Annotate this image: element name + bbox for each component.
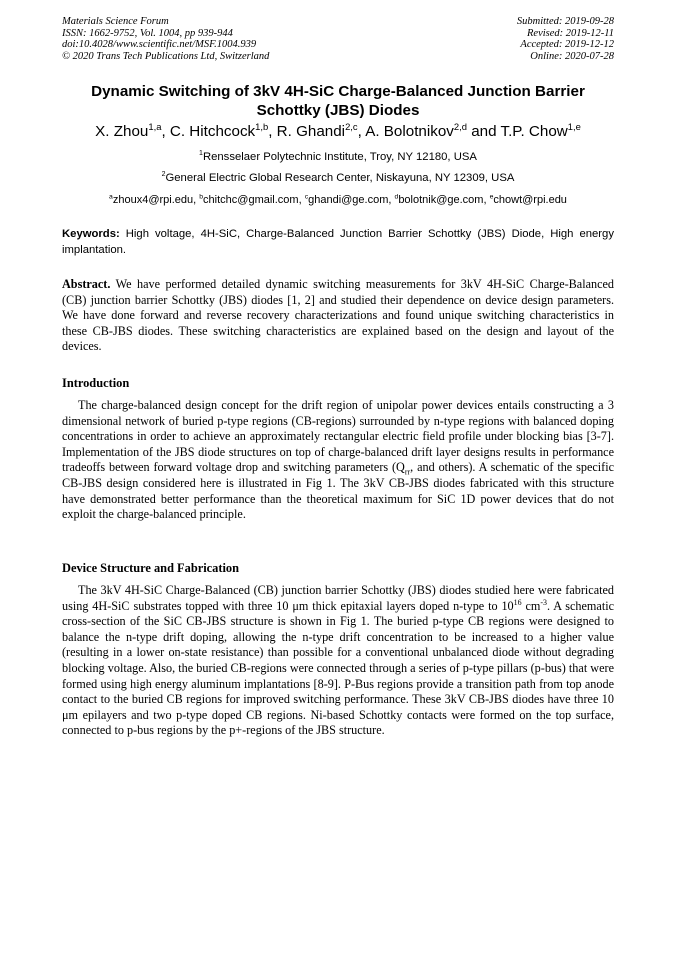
abstract-text: We have performed detailed dynamic switching measurements for 3kV 4H-SiC Charge-Balanced (CB) junction barrier Schottky (JBS) diodes [1, 2] and studied their dependence on device design parameters. We have done forward and reverse recovery characterizations and found unique switching characteristics in these CB-JBS diodes. These switching characteristics are explained based on the design and layout of the devices. [62,277,615,354]
doping-exponent: 16 [513,597,522,607]
keywords-block [62,227,614,258]
author-affiliation-mark: 1,b [255,120,269,132]
keywords-label: Keywords: [62,228,120,240]
author-separator: and [466,123,501,140]
revised-date: Revised: 2019-12-11 [527,27,614,39]
affiliation-mark: 1 [199,150,203,158]
device-paragraph-rest: . A schematic cross-section of the SiC CB-JBS structure is shown in Fig 1. The buried p-type CB regions were designed to balance the n-type drift doping, allowing the n-type drift concentration to be increased to a higher value (resulting in a lower on-state resistance) than possible for a conventional unbalanced diode without degrading blocking voltage. Also, the buried CB-regions were connected through a series of p-type pillars (p-bus) that were formed using high energy aluminum implantations [8-9]. P-Bus regions provide a transition path from top anode contact to the buried CB regions for improved switching performance. These 3kV CB-JBS diodes have three 10 μm epilayers and two p-type doped CB regions. Ni-based Schottky contacts were formed on the top surface, connected to p-bus regions by the p+-regions of the JBS structure. [62,598,615,738]
email-mark: d [394,193,399,201]
journal-name: Materials Science Forum [62,16,169,27]
author-separator: , [357,123,366,140]
email-link[interactable]: ghandi@ge.com [308,194,389,206]
email-link[interactable]: zhoux4@rpi.edu [112,194,194,206]
author-affiliation-mark: 2,d [453,120,467,132]
intro-paragraph-end: , and others). A schematic of the specific CB-JBS design considered here is illustrated in Fig 1. The 3kV CB-JBS diodes fabricated with this structure have demonstrated better performance than the theoretical maximum for SiC 1D power devices that do not exploit the charge-balanced principle. [62,460,614,522]
email-link[interactable]: chitchc@gmail.com [203,194,299,206]
affiliation-text: General Electric Global Research Center, Niskayuna, NY 12309, USA [165,172,515,184]
email-mark: a [109,193,113,201]
introduction-body [62,398,614,523]
email-mark: c [304,193,309,201]
affiliation-1 [62,150,614,164]
author-separator: , [161,123,170,140]
author-name: T.P. Chow [500,123,568,140]
author-separator: , [268,123,277,140]
doi-line: doi:10.4028/www.scientific.net/MSF.1004.939 [62,39,257,51]
intro-paragraph-text: The charge-balanced design concept for the drift region of unipolar power devices entails constructing a 3 dimensional network of buried p-type regions (CB-regions) surrounded by n-type regions with balanced doping concentrations in order to achieve an approximately rectangular electric field profile under blocking bias [3-7]. Implementation of the JBS diode structures on top of charge-balanced drift layer designs results in performance tradeoffs between forward voltage drop and switching parameters (Q [62,398,614,475]
email-separator: , [483,194,490,206]
author-affiliation-mark: 1,a [148,120,162,132]
author-name: C. Hitchcock [169,123,256,140]
copyright-line: © 2020 Trans Tech Publications Ltd, Switzerland [62,50,270,62]
accepted-date: Accepted: 2019-12-12 [520,39,614,51]
abstract-block [62,277,614,355]
email-separator: , [298,194,305,206]
author-name: X. Zhou [95,123,149,140]
author-name: A. Bolotnikov [365,123,454,140]
email-mark: b [199,193,204,201]
affiliation-2 [62,171,614,185]
journal-header-right [517,16,614,62]
abstract-label: Abstract. [62,277,111,291]
author-name: R. Ghandi [276,123,346,140]
device-structure-body [62,583,614,739]
keywords-text: High voltage, 4H-SiC, Charge-Balanced Junction Barrier Schottky (JBS) Diode, High energy implantation. [62,228,614,256]
unit-exponent: -3 [540,597,547,607]
device-paragraph-unit: cm [521,598,541,613]
email-link[interactable]: chowt@rpi.edu [493,194,567,206]
section-heading-device-structure: Device Structure and Fabrication [62,561,240,575]
section-heading-introduction: Introduction [62,376,130,390]
intro-subscript: rr [404,467,411,477]
email-list [62,193,614,207]
paper-title: Dynamic Switching of 3kV 4H-SiC Charge-Balanced Junction Barrier Schottky (JBS) Diodes [91,83,585,119]
submitted-date: Submitted: 2019-09-28 [516,16,614,27]
author-affiliation-mark: 1,e [567,120,581,132]
device-paragraph-text: The 3kV 4H-SiC Charge-Balanced (CB) junction barrier Schottky (JBS) diodes studied here were fabricated using 4H-SiC substrates topped with three 10 μm thick epitaxial layers doped n-type to 10 [62,583,614,613]
email-link[interactable]: bolotnik@ge.com [398,194,484,206]
email-separator: , [388,194,395,206]
online-date: Online: 2020-07-28 [530,50,614,62]
affiliation-mark: 2 [161,171,166,179]
affiliation-text: Rensselaer Polytechnic Institute, Troy, NY 12180, USA [202,151,477,163]
email-mark: e [489,193,494,201]
journal-header-left [62,16,269,62]
author-list [62,120,614,141]
email-separator: , [193,194,200,206]
issn-line: ISSN: 1662-9752, Vol. 1004, pp 939-944 [62,27,233,39]
author-affiliation-mark: 2,c [345,120,358,132]
